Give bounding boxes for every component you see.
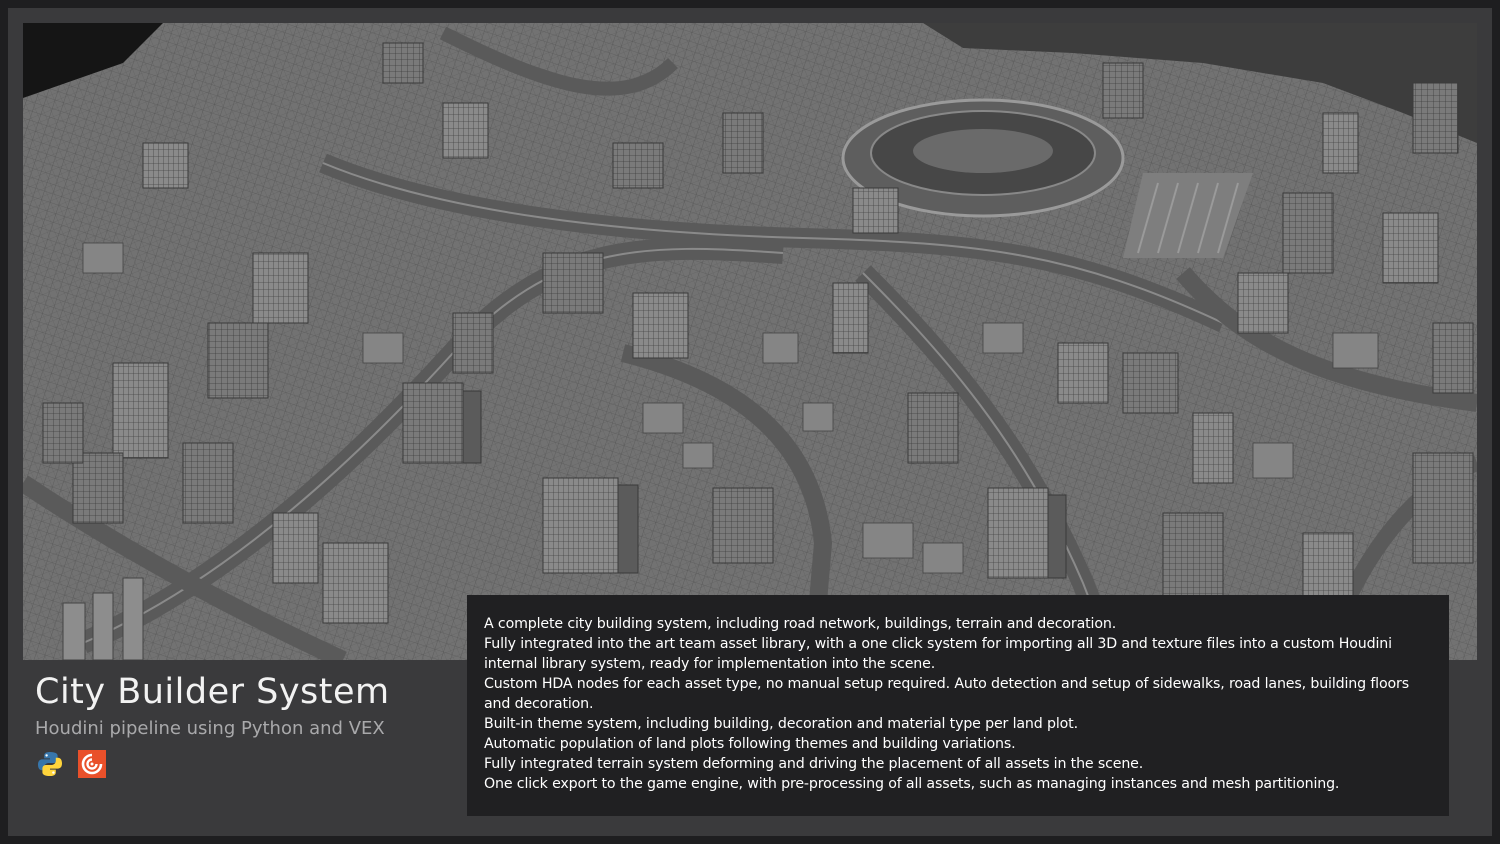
description-panel (467, 595, 1449, 816)
tool-icons (36, 750, 106, 778)
page-title: City Builder System (35, 672, 390, 712)
feature-item: A complete city building system, including road network, buildings, terrain and decoration. (484, 616, 1117, 632)
feature-item: Built-in theme system, including building, decoration and material type per land plot. (484, 716, 1078, 732)
city-render-graphic (23, 23, 1477, 660)
python-logo-icon (36, 750, 64, 778)
city-wireframe-render (23, 23, 1477, 660)
feature-item: Fully integrated into the art team asset library, with a one click system for importing all 3D and texture files into a custom Houdini internal library system, ready for implementation into the scene. (484, 636, 1392, 672)
page-subtitle: Houdini pipeline using Python and VEX (35, 718, 385, 739)
feature-list (484, 614, 1435, 794)
feature-item: Automatic population of land plots following themes and building variations. (484, 736, 1016, 752)
feature-item: Fully integrated terrain system deforming and driving the placement of all assets in the scene. (484, 756, 1144, 772)
feature-item: Custom HDA nodes for each asset type, no manual setup required. Auto detection and setup of sidewalks, road lanes, building floors and decoration. (484, 676, 1409, 712)
feature-item: One click export to the game engine, with pre-processing of all assets, such as managing instances and mesh partitioning. (484, 776, 1340, 792)
houdini-logo-icon (78, 750, 106, 778)
